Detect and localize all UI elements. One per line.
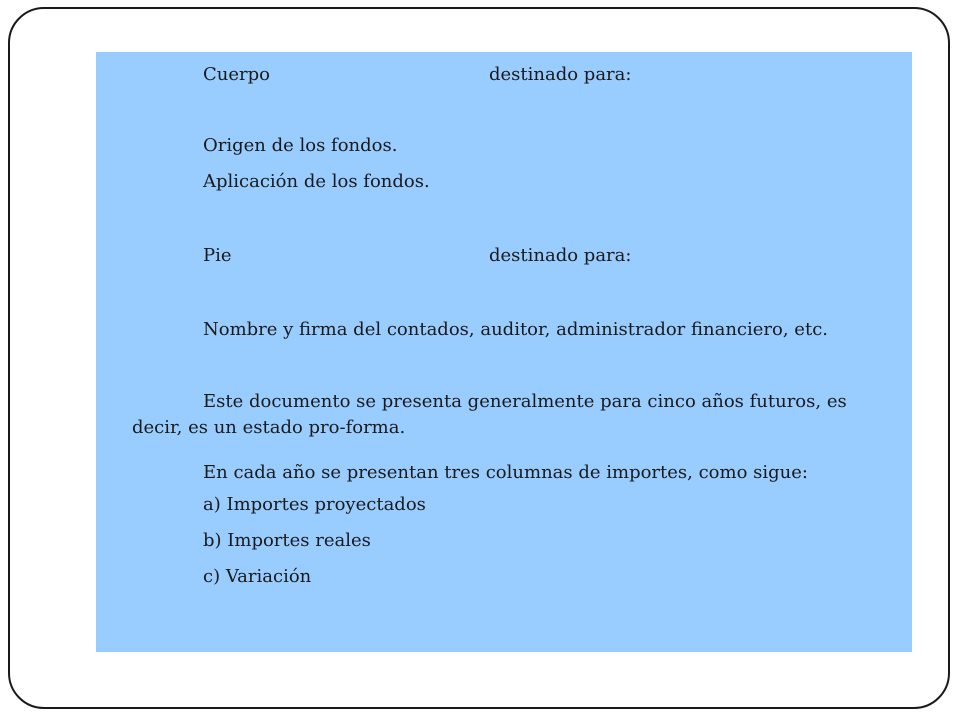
body-item-origin: Origen de los fondos. bbox=[203, 135, 398, 156]
column-item-projected: a) Importes proyectados bbox=[203, 494, 426, 515]
column-item-variation: c) Variación bbox=[203, 566, 312, 587]
footer-section-label: Pie bbox=[203, 245, 232, 266]
body-section-label: Cuerpo bbox=[203, 64, 270, 85]
footer-section-purpose: destinado para: bbox=[489, 245, 632, 266]
content-box bbox=[96, 52, 912, 652]
columns-intro: En cada año se presentan tres columnas de importes, como sigue: bbox=[203, 462, 808, 483]
footer-section-text: Nombre y firma del contados, auditor, administrador financiero, etc. bbox=[203, 319, 828, 340]
body-section-purpose: destinado para: bbox=[489, 64, 632, 85]
column-item-real: b) Importes reales bbox=[203, 530, 371, 551]
body-item-application: Aplicación de los fondos. bbox=[203, 171, 430, 192]
description-paragraph: Este documento se presenta generalmente para cinco años futuros, es decir, es un estado pro-forma. bbox=[132, 391, 847, 438]
